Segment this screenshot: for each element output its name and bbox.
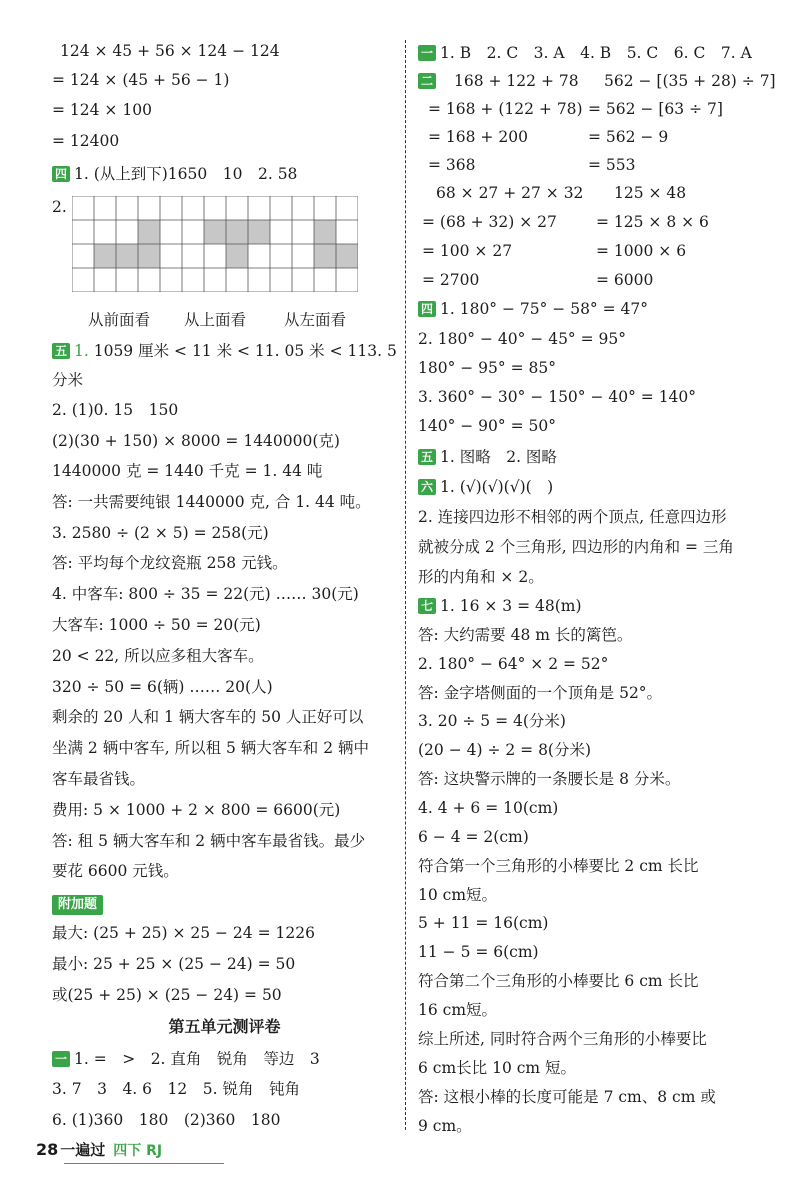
problem-line — [418, 595, 778, 617]
angle-line — [418, 298, 778, 320]
section-5-line: 2. (1)0. 15 150 — [52, 401, 179, 419]
section-5-line: 要花 6600 元钱。 — [52, 862, 179, 880]
shaded-cell — [336, 244, 358, 268]
three-views-grid — [72, 196, 358, 292]
shaded-cell — [204, 220, 226, 244]
problem-line: 综上所述, 同时符合两个三角形的小棒要比 — [418, 1030, 707, 1048]
section-tag: 六 — [418, 479, 436, 495]
section-tag: 七 — [418, 598, 436, 614]
section-5-line: 大客车: 1000 ÷ 50 = 20(元) — [52, 616, 261, 634]
calc-row — [418, 98, 778, 120]
problem-line: 答: 这根小棒的长度可能是 7 cm、8 cm 或 — [418, 1088, 716, 1106]
calc-row — [418, 70, 778, 92]
calc-row — [418, 182, 778, 204]
section-4-q1 — [52, 163, 397, 185]
view-label-left: 从左面看 — [284, 311, 347, 329]
calc-c: = 2700 — [422, 271, 480, 289]
section-tag: 二 — [418, 73, 436, 89]
section-5-line: 1440000 克 = 1440 千克 = 1. 44 吨 — [52, 462, 323, 480]
problem-line: 答: 金字塔侧面的一个顶角是 52°。 — [418, 684, 663, 702]
problem-line: 符合第一个三角形的小棒要比 2 cm 长比 — [418, 857, 699, 875]
shaded-cell — [314, 244, 336, 268]
calc-line: = 12400 — [52, 132, 120, 150]
section-5-line: 20 < 22, 所以应多租大客车。 — [52, 647, 264, 665]
grade-label: 四下 RJ — [113, 1143, 163, 1159]
problem-line: 答: 大约需要 48 m 长的篱笆。 — [418, 626, 633, 644]
view-label-top: 从上面看 — [184, 311, 247, 329]
extra-line: 最小: 25 + 25 × (25 − 24) = 50 — [52, 955, 296, 973]
calc-d: 125 × 48 — [614, 184, 687, 202]
footer-underline — [64, 1163, 224, 1164]
extra-question-label: 附加题 — [52, 895, 103, 915]
section-tag: 四 — [52, 166, 70, 182]
problem-line: 6 cm长比 10 cm 短。 — [418, 1059, 577, 1077]
calc-a: 168 + 122 + 78 — [454, 72, 579, 90]
shaded-cell — [94, 244, 116, 268]
calc-row — [418, 211, 778, 233]
problem-line: 2. 180° − 64° × 2 = 52° — [418, 655, 609, 673]
calc-line: 124 × 45 + 56 × 124 − 124 — [60, 42, 280, 60]
mc-answers — [418, 42, 778, 64]
section-tag: 五 — [418, 449, 436, 465]
section-5-line: 坐满 2 辆中客车, 所以租 5 辆大客车和 2 辆中 — [52, 739, 370, 757]
unit-5-line: 6. (1)360 180 (2)360 180 — [52, 1111, 281, 1129]
section-tag: 一 — [418, 45, 436, 61]
section-5-line: 3. 2580 ÷ (2 × 5) = 258(元) — [52, 524, 269, 542]
answer-text: 1. B 2. C 3. A 4. B 5. C 6. C 7. A — [440, 44, 752, 62]
shaded-cell — [248, 220, 270, 244]
extra-line: 或(25 + 25) × (25 − 24) = 50 — [52, 986, 282, 1004]
section-tag: 四 — [418, 301, 436, 317]
page-footer — [36, 1139, 162, 1161]
section-5-line: 答: 平均每个龙纹瓷瓶 258 元钱。 — [52, 554, 288, 572]
extra-question-label-row — [52, 892, 397, 914]
section-5-line: 五 1. 1059 厘米 < 11 米 < 11. 05 米 < 113. 5 — [52, 340, 397, 362]
calc-b: 562 − [(35 + 28) ÷ 7] — [604, 72, 776, 90]
calc-d: = 6000 — [596, 271, 654, 289]
problem-line: 10 cm短。 — [418, 886, 498, 904]
calc-a: = 168 + (122 + 78) — [428, 100, 583, 118]
problem-line: 11 − 5 = 6(cm) — [418, 943, 539, 961]
view-labels — [88, 308, 378, 330]
calc-b: = 553 — [588, 156, 636, 174]
section-5-line: (2)(30 + 150) × 8000 = 1440000(克) — [52, 432, 340, 450]
problem-line: 6 − 4 = 2(cm) — [418, 828, 529, 846]
section-5-line: 费用: 5 × 1000 + 2 × 800 = 6600(元) — [52, 801, 341, 819]
calc-a: = 168 + 200 — [428, 128, 528, 146]
calc-a: = 368 — [428, 156, 476, 174]
drawing-answers — [418, 446, 778, 468]
section-5-line: 4. 中客车: 800 ÷ 35 = 22(元) …… 30(元) — [52, 585, 359, 603]
reasoning-line: 就被分成 2 个三角形, 四边形的内角和 = 三角 — [418, 538, 734, 556]
calc-b: = 562 − [63 ÷ 7] — [588, 100, 723, 118]
brand-name: 一遍过 — [60, 1141, 106, 1159]
section-5-line: 剩余的 20 人和 1 辆大客车的 50 人正好可以 — [52, 708, 364, 726]
shaded-cell — [138, 220, 160, 244]
reasoning-line: 形的内角和 × 2。 — [418, 568, 544, 586]
section-5-line: 客车最省钱。 — [52, 770, 146, 788]
column-divider — [405, 40, 406, 1130]
calc-line: = 124 × 100 — [52, 101, 152, 119]
shaded-cell — [138, 244, 160, 268]
problem-line: 9 cm。 — [418, 1117, 472, 1135]
view-grid-svg — [72, 196, 358, 292]
problem-line: (20 − 4) ÷ 2 = 8(分米) — [418, 741, 592, 759]
unit-5-title: 第五单元测评卷 — [168, 1017, 281, 1036]
problem-line: 符合第二个三角形的小棒要比 6 cm 长比 — [418, 972, 699, 990]
answer-text: 1. (从上到下)1650 10 2. 58 — [74, 165, 298, 183]
calc-row — [418, 269, 778, 291]
calc-line: = 124 × (45 + 56 − 1) — [52, 71, 230, 89]
angle-line: 140° − 90° = 50° — [418, 417, 556, 435]
calc-b: = 562 − 9 — [588, 128, 669, 146]
calc-row — [418, 154, 778, 176]
angle-line: 2. 180° − 40° − 45° = 95° — [418, 330, 626, 348]
answer-text: 1. 16 × 3 = 48(m) — [440, 597, 582, 615]
section-5-line: 答: 租 5 辆大客车和 2 辆中客车最省钱。最少 — [52, 832, 366, 850]
angle-line: 3. 360° − 30° − 150° − 40° = 140° — [418, 388, 697, 406]
problem-line: 答: 这块警示牌的一条腰长是 8 分米。 — [418, 770, 681, 788]
page-number: 28 — [36, 1140, 59, 1159]
section-5-line: 320 ÷ 50 = 6(辆) …… 20(人) — [52, 678, 273, 696]
calc-row — [418, 126, 778, 148]
calc-row — [418, 240, 778, 262]
section-5-line: 答: 一共需要纯银 1440000 克, 合 1. 44 吨。 — [52, 493, 371, 511]
angle-line: 180° − 95° = 85° — [418, 359, 556, 377]
shaded-cell — [226, 220, 248, 244]
calc-c: = (68 + 32) × 27 — [422, 213, 557, 231]
section-tag: 五 — [52, 343, 70, 359]
unit-5-line — [52, 1048, 397, 1070]
problem-line: 4. 4 + 6 = 10(cm) — [418, 799, 559, 817]
problem-line: 5 + 11 = 16(cm) — [418, 914, 549, 932]
shaded-cell — [226, 244, 248, 268]
section-5-line: 分米 — [52, 371, 84, 389]
reasoning-line: 2. 连接四边形不相邻的两个顶点, 任意四边形 — [418, 508, 727, 526]
extra-line: 最大: (25 + 25) × 25 − 24 = 1226 — [52, 924, 315, 942]
section-tag: 一 — [52, 1051, 70, 1067]
answer-text: 1. 180° − 75° − 58° = 47° — [440, 300, 648, 318]
problem-line: 3. 20 ÷ 5 = 4(分米) — [418, 712, 566, 730]
answer-text: 1. (√)(√)(√)( ) — [440, 478, 554, 496]
answer-text: 1. 图略 2. 图略 — [440, 448, 557, 466]
calc-d: = 125 × 8 × 6 — [596, 213, 709, 231]
shaded-cell — [116, 244, 138, 268]
unit-5-line: 3. 7 3 4. 6 12 5. 锐角 钝角 — [52, 1080, 300, 1098]
calc-d: = 1000 × 6 — [596, 242, 687, 260]
judgment-line — [418, 476, 778, 498]
calc-c: = 100 × 27 — [422, 242, 513, 260]
view-label-front: 从前面看 — [88, 311, 151, 329]
shaded-cell — [314, 220, 336, 244]
section-4-q2-number: 2. — [52, 198, 67, 216]
answer-text: 1. = > 2. 直角 锐角 等边 3 — [74, 1050, 320, 1068]
calc-c: 68 × 27 + 27 × 32 — [436, 184, 584, 202]
problem-line: 16 cm短。 — [418, 1001, 498, 1019]
